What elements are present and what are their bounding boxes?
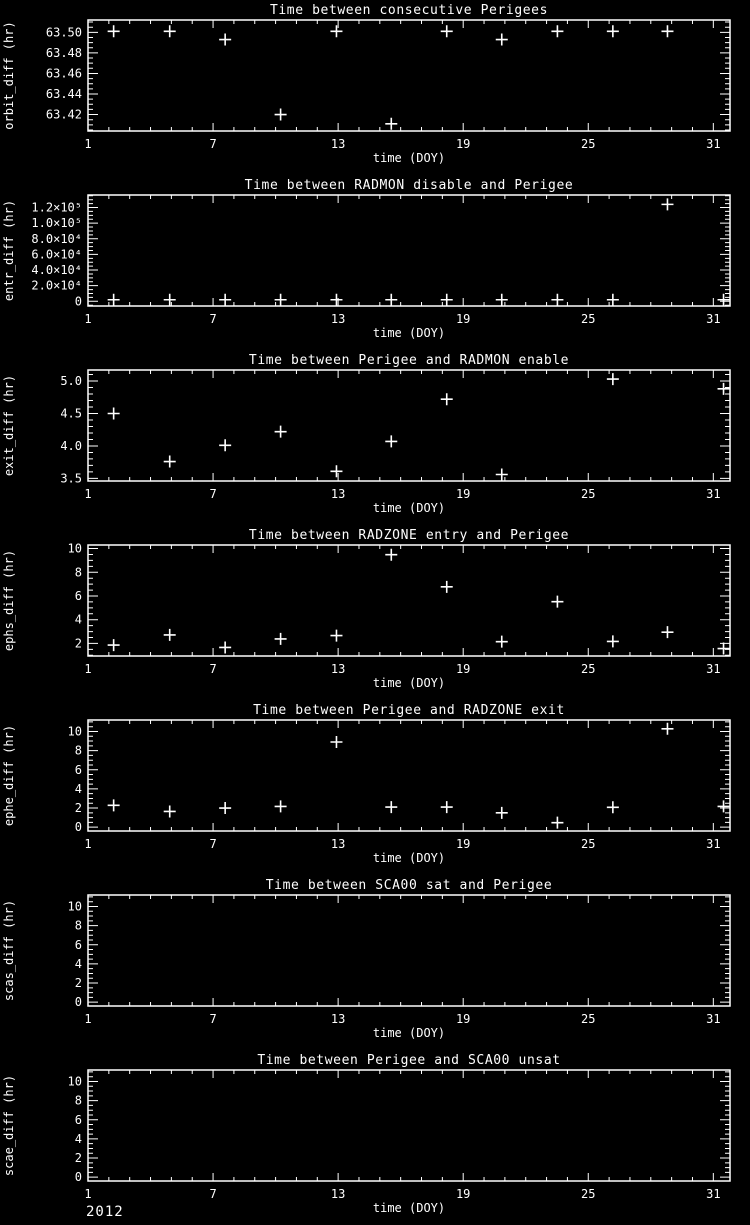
plot-title: Time between Perigee and RADZONE exit — [253, 703, 565, 718]
x-tick-label: 19 — [455, 487, 471, 501]
x-tick-label: 19 — [455, 662, 471, 676]
tick-marks — [88, 370, 730, 481]
plot-panel-2 — [0, 350, 750, 525]
x-axis-label: time (DOY) — [372, 151, 446, 165]
x-tick-label: 25 — [581, 312, 596, 326]
plot-title: Time between Perigee and RADMON enable — [248, 353, 570, 368]
data-point-marker — [385, 801, 397, 813]
data-point-marker — [219, 802, 231, 814]
x-tick-label: 25 — [581, 1012, 596, 1026]
x-tick-label: 19 — [455, 837, 471, 851]
data-point-marker — [551, 817, 563, 829]
x-tick-label: 19 — [455, 1187, 471, 1201]
data-point-marker — [661, 626, 673, 638]
x-tick-label: 7 — [209, 312, 217, 326]
y-tick-label: 0 — [74, 820, 82, 835]
x-tick-label: 1 — [84, 1012, 92, 1026]
axis-box — [88, 895, 730, 1006]
y-tick-label: 8.0×10⁴ — [31, 231, 82, 246]
y-tick-label: 6 — [74, 937, 82, 952]
year-label: 2012 — [86, 1204, 124, 1220]
y-tick-label: 2 — [74, 976, 82, 991]
data-point-marker — [108, 639, 120, 651]
data-point-marker — [607, 373, 619, 385]
data-point-marker — [330, 465, 342, 477]
x-tick-label: 25 — [581, 662, 596, 676]
y-tick-label: 8 — [74, 918, 82, 933]
x-tick-label: 19 — [455, 1012, 471, 1026]
x-tick-label: 31 — [706, 312, 721, 326]
y-tick-label: 6 — [74, 1112, 82, 1127]
y-tick-label: 10 — [67, 541, 82, 556]
y-tick-label: 0 — [74, 995, 82, 1010]
data-point-marker — [551, 596, 563, 608]
plot-panel-3 — [0, 525, 750, 700]
data-point-marker — [607, 25, 619, 37]
y-tick-label: 10 — [67, 899, 82, 914]
data-point-marker — [385, 435, 397, 447]
x-tick-label: 7 — [209, 487, 217, 501]
axis-ticks — [88, 370, 730, 481]
tick-marks — [88, 895, 730, 1006]
plot-title: Time between consecutive Perigees — [269, 3, 549, 18]
x-tick-label: 31 — [706, 1187, 721, 1201]
y-tick-label: 2 — [74, 801, 82, 816]
plot-title: Time between SCA00 sat and Perigee — [265, 878, 553, 893]
data-point-marker — [330, 294, 342, 306]
y-tick-label: 0 — [74, 1170, 82, 1185]
data-point-marker — [551, 25, 563, 37]
y-tick-label: 4 — [74, 956, 82, 971]
axis-box — [88, 195, 730, 306]
x-axis-label: time (DOY) — [372, 851, 446, 865]
data-point-marker — [275, 294, 287, 306]
x-axis-label: time (DOY) — [372, 1026, 446, 1040]
data-point-marker — [661, 25, 673, 37]
y-tick-label: 6 — [74, 588, 82, 603]
y-tick-label: 8 — [74, 1093, 82, 1108]
y-tick-label: 6 — [74, 762, 82, 777]
y-tick-label: 5.0 — [60, 374, 82, 389]
data-point-marker — [275, 109, 287, 121]
data-point-marker — [441, 25, 453, 37]
data-point-marker — [164, 805, 176, 817]
x-tick-label: 13 — [330, 662, 346, 676]
x-tick-label: 13 — [330, 1187, 346, 1201]
y-axis-label: scas_diff (hr) — [2, 899, 16, 1002]
data-point-marker — [718, 643, 730, 655]
x-tick-label: 1 — [84, 1187, 92, 1201]
plot-panel-0 — [0, 0, 750, 175]
plot-panel-5 — [0, 875, 750, 1050]
y-axis-label: ephe_diff (hr) — [2, 724, 16, 827]
y-tick-label: 4.5 — [60, 406, 82, 421]
data-point-marker — [164, 629, 176, 641]
x-axis-label: time (DOY) — [372, 326, 446, 340]
data-point-marker — [385, 549, 397, 561]
axis-ticks — [88, 895, 730, 1006]
y-tick-label: 4.0×10⁴ — [31, 263, 82, 278]
y-tick-label: 2 — [74, 636, 82, 651]
plot-title: Time between Perigee and SCA00 unsat — [257, 1053, 561, 1068]
data-point-marker — [496, 807, 508, 819]
axis-box — [88, 545, 730, 656]
x-tick-label: 7 — [209, 1187, 217, 1201]
y-tick-label: 63.48 — [45, 45, 82, 60]
y-tick-label: 3.5 — [60, 471, 82, 486]
x-tick-label: 13 — [330, 1012, 346, 1026]
data-point-marker — [164, 456, 176, 468]
data-point-marker — [441, 581, 453, 593]
data-point-marker — [661, 198, 673, 210]
data-point-marker — [718, 294, 730, 306]
tick-marks — [88, 720, 730, 831]
x-tick-label: 7 — [209, 1012, 217, 1026]
x-tick-label: 31 — [706, 662, 721, 676]
data-point-marker — [718, 800, 730, 812]
x-tick-label: 7 — [209, 662, 217, 676]
axis-box — [88, 720, 730, 831]
y-tick-label: 10 — [67, 1074, 82, 1089]
data-point-marker — [496, 34, 508, 46]
data-point-marker — [718, 383, 730, 395]
x-tick-label: 31 — [706, 1012, 721, 1026]
data-point-marker — [496, 636, 508, 648]
data-point-marker — [551, 294, 563, 306]
data-point-marker — [108, 25, 120, 37]
x-tick-label: 7 — [209, 137, 217, 151]
x-axis-label: time (DOY) — [372, 676, 446, 690]
tick-marks — [88, 195, 730, 306]
x-tick-label: 13 — [330, 487, 346, 501]
y-tick-label: 8 — [74, 743, 82, 758]
y-tick-label: 10 — [67, 724, 82, 739]
data-point-marker — [385, 118, 397, 130]
axis-box — [88, 20, 730, 131]
data-point-marker — [219, 641, 231, 653]
tick-marks — [88, 1070, 730, 1181]
x-tick-label: 25 — [581, 487, 596, 501]
data-point-marker — [661, 723, 673, 735]
y-axis-label: ephs_diff (hr) — [2, 549, 16, 652]
y-tick-label: 1.2×10⁵ — [31, 200, 82, 215]
x-tick-label: 1 — [84, 662, 92, 676]
y-tick-label: 4 — [74, 612, 82, 627]
axis-ticks — [88, 195, 730, 306]
axis-ticks — [88, 545, 730, 656]
data-point-marker — [441, 801, 453, 813]
x-tick-label: 25 — [581, 137, 596, 151]
data-point-marker — [330, 630, 342, 642]
axis-ticks — [88, 720, 730, 831]
axis-box — [88, 370, 730, 481]
x-tick-label: 19 — [455, 312, 471, 326]
data-point-marker — [219, 34, 231, 46]
data-point-marker — [108, 407, 120, 419]
data-point-marker — [607, 635, 619, 647]
y-tick-label: 63.46 — [45, 66, 82, 81]
x-tick-label: 7 — [209, 837, 217, 851]
axis-ticks — [88, 20, 730, 131]
x-tick-label: 13 — [330, 837, 346, 851]
data-point-marker — [219, 294, 231, 306]
y-axis-label: orbit_diff (hr) — [2, 21, 16, 130]
y-tick-label: 1.0×10⁵ — [31, 216, 82, 231]
plot-panel-4 — [0, 700, 750, 875]
x-tick-label: 31 — [706, 487, 721, 501]
y-axis-label: entr_diff (hr) — [2, 199, 16, 302]
x-tick-label: 1 — [84, 487, 92, 501]
axis-box — [88, 1070, 730, 1181]
data-point-marker — [164, 294, 176, 306]
y-tick-label: 4 — [74, 781, 82, 796]
y-tick-label: 6.0×10⁴ — [31, 247, 82, 262]
x-axis-label: time (DOY) — [372, 1201, 446, 1215]
plot-panel-6 — [0, 1050, 750, 1225]
y-tick-label: 63.44 — [45, 87, 82, 101]
data-point-marker — [607, 801, 619, 813]
y-tick-label: 63.42 — [45, 107, 82, 122]
x-tick-label: 1 — [84, 837, 92, 851]
x-tick-label: 13 — [330, 312, 346, 326]
x-axis-label: time (DOY) — [372, 501, 446, 515]
y-axis-label: scae_diff (hr) — [2, 1074, 16, 1177]
data-points — [108, 198, 730, 305]
x-tick-label: 19 — [455, 137, 471, 151]
data-points — [108, 373, 730, 480]
data-point-marker — [275, 800, 287, 812]
data-point-marker — [164, 25, 176, 37]
y-tick-label: 2.0×10⁴ — [31, 278, 82, 293]
tick-marks — [88, 20, 730, 131]
data-point-marker — [275, 633, 287, 645]
data-point-marker — [219, 439, 231, 451]
data-point-marker — [108, 799, 120, 811]
y-tick-label: 63.50 — [45, 25, 82, 40]
x-tick-label: 31 — [706, 837, 721, 851]
data-point-marker — [330, 25, 342, 37]
x-tick-label: 31 — [706, 137, 721, 151]
data-point-marker — [330, 736, 342, 748]
data-point-marker — [275, 426, 287, 438]
x-tick-label: 1 — [84, 137, 92, 151]
y-tick-label: 4.0 — [60, 438, 82, 453]
plot-panel-1 — [0, 175, 750, 350]
tick-marks — [88, 545, 730, 656]
data-point-marker — [441, 393, 453, 405]
x-tick-label: 25 — [581, 837, 596, 851]
plot-title: Time between RADZONE entry and Perigee — [248, 528, 570, 543]
data-points — [108, 549, 730, 655]
y-tick-label: 4 — [74, 1131, 82, 1146]
axis-ticks — [88, 1070, 730, 1181]
y-axis-label: exit_diff (hr) — [2, 374, 16, 477]
data-points — [108, 723, 730, 829]
data-point-marker — [385, 294, 397, 306]
x-tick-label: 25 — [581, 1187, 596, 1201]
y-tick-label: 0 — [74, 294, 82, 309]
x-tick-label: 1 — [84, 312, 92, 326]
y-tick-label: 8 — [74, 565, 82, 580]
plot-title: Time between RADMON disable and Perigee — [244, 178, 574, 193]
data-points — [108, 25, 674, 130]
data-point-marker — [496, 469, 508, 481]
data-point-marker — [108, 294, 120, 306]
x-tick-label: 13 — [330, 137, 346, 151]
data-point-marker — [496, 294, 508, 306]
y-tick-label: 2 — [74, 1151, 82, 1166]
